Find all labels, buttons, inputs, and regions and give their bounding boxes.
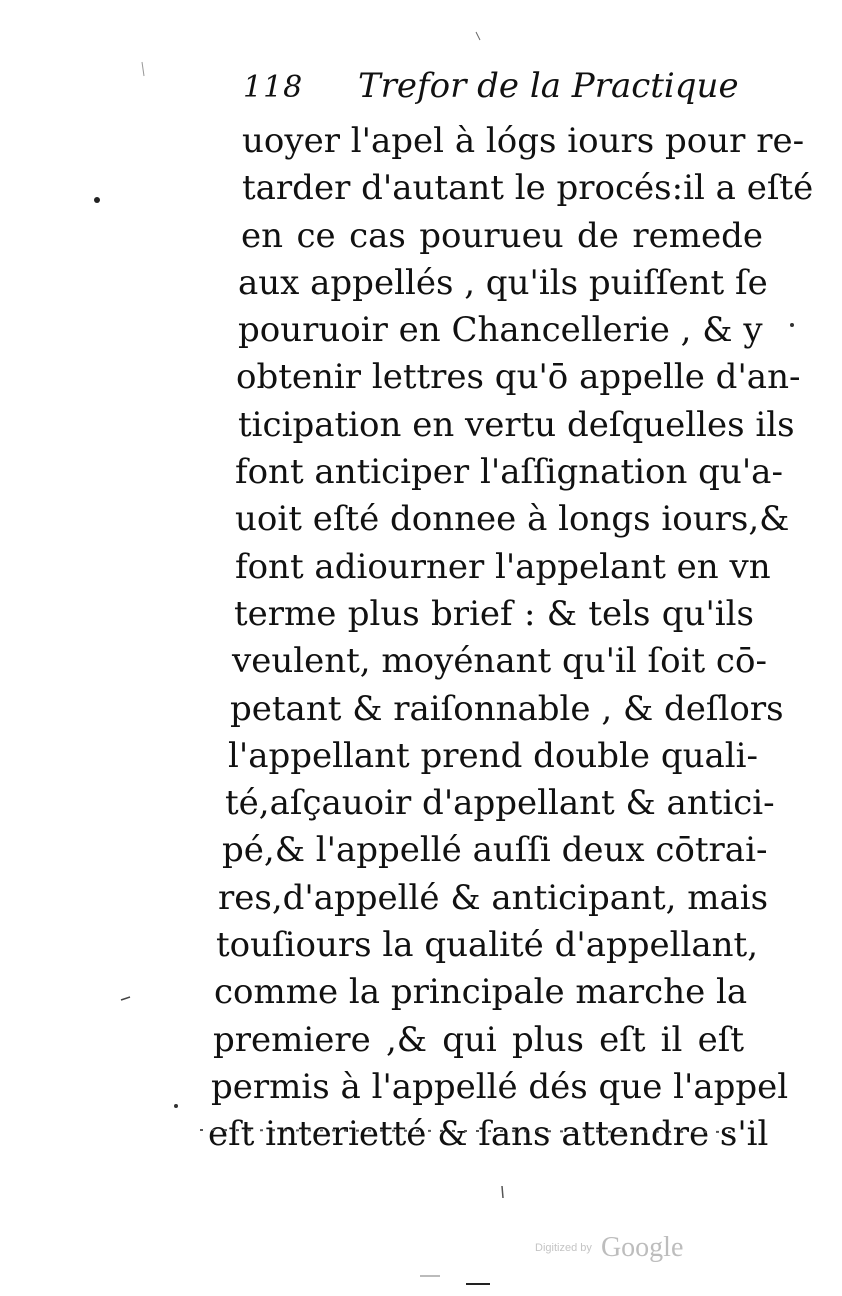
- text-line: obtenir lettres qu'ō appelle d'an-: [236, 357, 801, 398]
- text-line: pouruoir en Chancellerie , & y: [238, 310, 763, 351]
- text-line: petant & raiſonnable , & deſlors: [230, 688, 784, 729]
- text-line: font anticiper l'aſſignation qu'a-: [235, 452, 783, 493]
- ink-speck: [476, 32, 480, 40]
- running-title: Trefor de la Practique: [358, 66, 739, 106]
- watermark-prefix: Digitized by: [535, 1242, 592, 1254]
- text-line: l'appellant prend double quali-: [228, 735, 759, 776]
- running-header: [243, 66, 739, 112]
- text-line: eſt interietté & ſans attendre s'il: [208, 1114, 769, 1155]
- text-line: aux appellés , qu'ils puiſſent ſe: [238, 262, 768, 303]
- text-line: veulent, moyénant qu'il ſoit cō-: [232, 641, 767, 682]
- ink-speck: [121, 997, 130, 1000]
- text-line: tarder d'autant le procés:il a eſté: [242, 168, 814, 209]
- text-line: té,aſçauoir d'appellant & antici-: [225, 783, 775, 824]
- ink-speck: [142, 62, 144, 76]
- text-line: premiere ,& qui plus eſt il eſt: [213, 1019, 744, 1060]
- text-line: pé,& l'appellé auſſi deux cōtrai-: [222, 830, 768, 871]
- text-line: res,d'appellé & anticipant, mais: [218, 877, 769, 918]
- ink-speck: [94, 197, 100, 203]
- page-number: 118: [243, 70, 304, 105]
- body-text: [208, 118, 814, 1159]
- text-line: touſiours la qualité d'appellant,: [216, 925, 759, 966]
- text-line: comme la principale marche la: [214, 972, 748, 1013]
- text-line: font adiourner l'appelant en vn: [235, 546, 771, 587]
- text-line: ticipation en vertu deſquelles ils: [238, 404, 795, 445]
- ink-speck: [502, 1186, 503, 1198]
- text-line: uoit eſté donnee à longs iours,&: [235, 499, 790, 540]
- ink-speck: [790, 323, 794, 327]
- text-line: en ce cas pourueu de remede: [241, 215, 763, 256]
- text-line: terme plus brief : & tels qu'ils: [234, 593, 754, 634]
- digitized-watermark: [535, 1232, 715, 1268]
- ink-speck: [174, 1104, 178, 1108]
- text-line: uoyer l'apel à lógs iours pour re-: [242, 121, 805, 161]
- text-line: permis à l'appellé dés que l'appel: [211, 1066, 789, 1107]
- watermark-brand-logo: Google: [600, 1232, 684, 1263]
